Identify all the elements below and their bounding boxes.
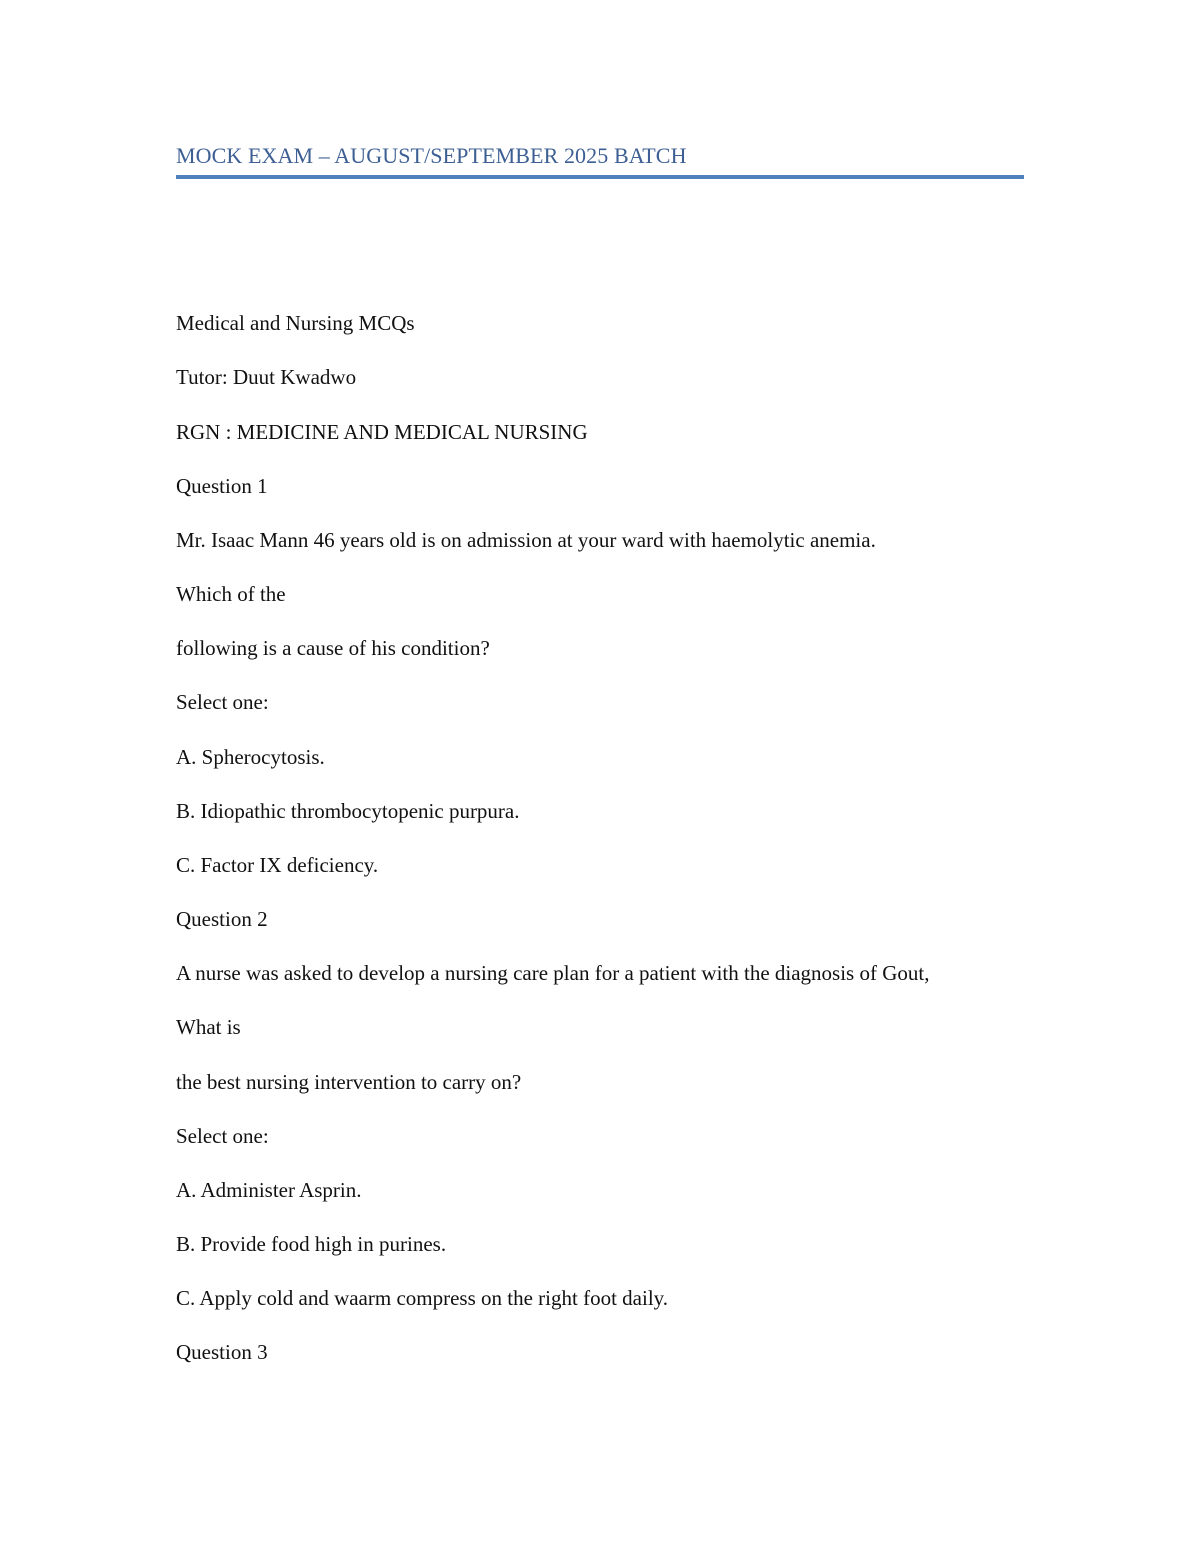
- question-2-option-c: C. Apply cold and waarm compress on the right foot daily.: [176, 1286, 669, 1310]
- document-title: MOCK EXAM – AUGUST/SEPTEMBER 2025 BATCH: [176, 143, 687, 168]
- subject-line: Medical and Nursing MCQs: [176, 311, 415, 335]
- question-1-heading: Question 1: [176, 474, 268, 498]
- question-1-option-b: B. Idiopathic thrombocytopenic purpura.: [176, 799, 520, 823]
- question-2-option-b: B. Provide food high in purines.: [176, 1232, 447, 1256]
- question-1-prompt: Select one:: [176, 690, 269, 714]
- question-3-heading: Question 3: [176, 1340, 268, 1364]
- question-1-stem-line: Mr. Isaac Mann 46 years old is on admission at your ward with haemolytic anemia.: [176, 528, 876, 552]
- question-2-stem-line: the best nursing intervention to carry on?: [176, 1070, 522, 1094]
- title-underline-rule: [176, 175, 1024, 179]
- question-1-stem-line: following is a cause of his condition?: [176, 636, 490, 660]
- question-2-heading: Question 2: [176, 907, 268, 931]
- question-1-option-c: C. Factor IX deficiency.: [176, 853, 379, 877]
- tutor-line: Tutor: Duut Kwadwo: [176, 365, 357, 389]
- question-2-prompt: Select one:: [176, 1124, 269, 1148]
- question-1-option-a: A. Spherocytosis.: [176, 745, 325, 769]
- question-1-stem-line: Which of the: [176, 582, 286, 606]
- question-2-stem-line: A nurse was asked to develop a nursing care plan for a patient with the diagnosis of Gout,: [176, 961, 930, 985]
- question-2-option-a: A. Administer Asprin.: [176, 1178, 362, 1202]
- course-line: RGN : MEDICINE AND MEDICAL NURSING: [176, 420, 588, 444]
- question-2-stem-line: What is: [176, 1015, 241, 1039]
